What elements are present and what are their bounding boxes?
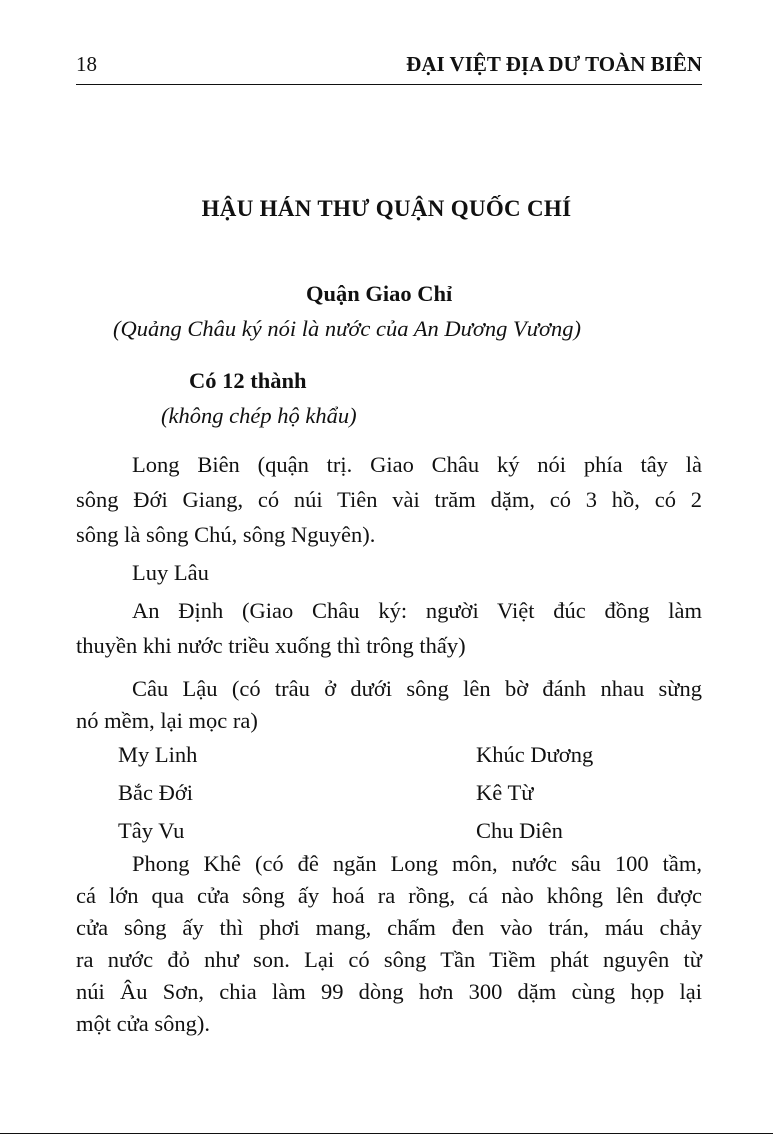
paragraph-line: Luy Lâu: [132, 560, 209, 585]
running-title: ĐẠI VIỆT ĐỊA DƯ TOÀN BIÊN: [406, 52, 702, 76]
chapter-title: HẬU HÁN THƯ QUẬN QUỐC CHÍ: [201, 196, 572, 221]
town-name: Khúc Dương: [476, 742, 594, 767]
paragraph-line: núi Âu Sơn, chia làm 99 dòng hơn 300 dặm cùng họp lại: [76, 979, 702, 1004]
paragraph-line: Câu Lậu (có trâu ở dưới sông lên bờ đánh nhau sừng: [132, 676, 702, 701]
paragraph-line: sông là sông Chú, sông Nguyên).: [76, 522, 376, 547]
section-subheading: Có 12 thành: [189, 368, 307, 393]
town-name: Bắc Đới: [118, 780, 194, 805]
paragraph-line: ra nước đỏ như son. Lại có sông Tần Tiềm phát nguyên từ: [76, 947, 702, 972]
page-header: [76, 52, 702, 82]
town-name: My Linh: [118, 742, 198, 767]
paragraph-line: cá lớn qua cửa sông ấy hoá ra rồng, cá nào không lên được: [76, 883, 702, 908]
header-rule: [76, 84, 702, 85]
section-heading: Quận Giao Chỉ: [306, 281, 453, 306]
section-subnote: (không chép hộ khẩu): [161, 403, 357, 428]
page-number: 18: [76, 52, 97, 76]
section-note: (Quảng Châu ký nói là nước của An Dương Vương): [113, 316, 581, 341]
page-bottom-edge: [0, 1133, 773, 1134]
paragraph-line: một cửa sông).: [76, 1011, 211, 1036]
paragraph-line: An Định (Giao Châu ký: người Việt đúc đồng làm: [132, 598, 702, 623]
paragraph-line: thuyền khi nước triều xuống thì trông thấy): [76, 633, 466, 658]
town-name: Chu Diên: [476, 818, 563, 843]
paragraph-line: sông Đới Giang, có núi Tiên vài trăm dặm, có 3 hồ, có 2: [76, 487, 702, 512]
town-name: Tây Vu: [118, 818, 185, 843]
paragraph-line: Long Biên (quận trị. Giao Châu ký nói phía tây là: [132, 452, 702, 477]
paragraph-line: Phong Khê (có đê ngăn Long môn, nước sâu 100 tầm,: [132, 851, 702, 876]
paragraph-line: cửa sông ấy thì phơi mang, chấm đen vào trán, máu chảy: [76, 915, 702, 940]
town-name: Kê Từ: [476, 780, 534, 805]
paragraph-line: nó mềm, lại mọc ra): [76, 708, 258, 733]
